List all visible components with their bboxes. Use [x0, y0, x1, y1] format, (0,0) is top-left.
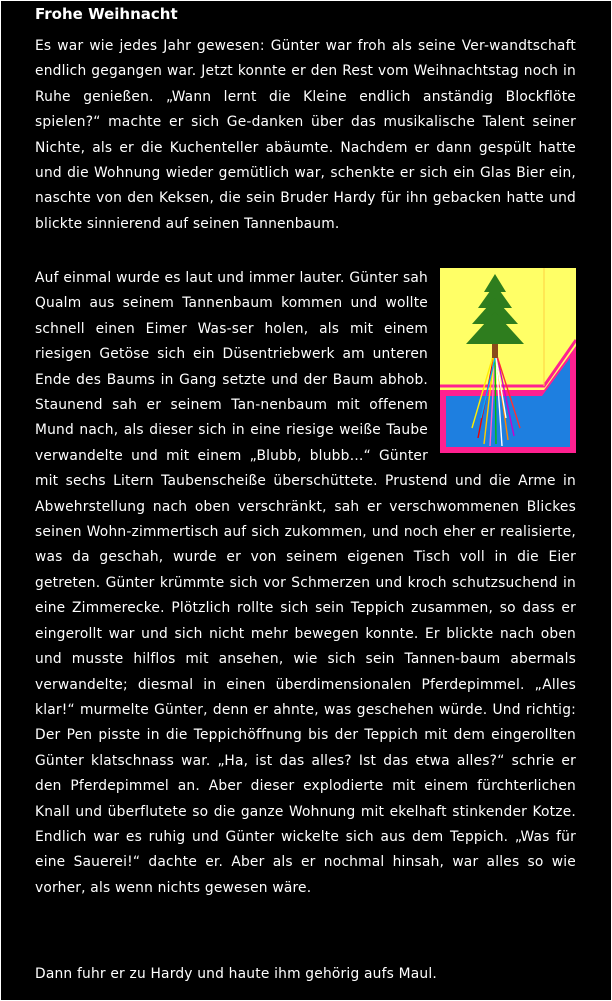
paragraph-2	[35, 266, 576, 901]
paragraph-3-text: Dann fuhr er zu Hardy und haute ihm gehörig aufs Maul.	[35, 966, 437, 982]
tree-trunk	[492, 342, 498, 358]
paragraph-1-text: Es war wie jedes Jahr gewesen: Günter war froh als seine Ver-wandtschaft endlich gegangen war. Jetzt konnte er den Rest vom Weihnachtstag noch in Ruhe genießen. „Wann lernt die Kleine endlich anständig Blockflöte spielen?“ machte er sich Ge-danken über das musikalische Talent seiner Nichte, als er die Kuchenteller abäumte. Nachdem er dann gespült hatte und die Wohnung wieder gemütlich war, schenkte er sich ein Glas Bier ein, naschte von den Keksen, die sein Bruder Hardy für ihn gebacken hatte und blickte sinnierend auf seinen Tannenbaum.	[35, 38, 576, 232]
paragraph-2-text: Auf einmal wurde es laut und immer lauter. Günter sah Qualm aus seinem Tannenbaum kommen und wollte schnell einen Eimer Was-ser holen, als mit einem riesigen Getöse sich ein Düsentriebwerk am unteren Ende des Baums in Gang setzte und der Baum abhob. Staunend sah er seinem Tan-nenbaum mit offenem Mund nach, als dieser sich in eine riesige weiße Taube verwandelte und mit einem „Blubb, blubb…“ Günter mit sechs Litern Taubenscheiße überschüttete. Prustend und die Arme in Abwehrstellung nach oben verschränkt, sah er verschwommenen Blickes seinen Wohn-zimmertisch auf sich zukommen, und noch eher er realisierte, was da geschah, wurde er von seinem eigenen Tisch voll in die Eier getreten. Günter krümmte sich vor Schmerzen und kroch schutzsuchend in eine Zimmerecke. Plötzlich rollte sich sein Teppich zusammen, so dass er eingerollt war und sich nicht mehr bewegen konnte. Er blickte nach oben und musste hilflos mit ansehen, wie sich sein Tannen-baum abermals verwandelte; diesmal in einen überdimensionalen Pferdepimmel. „Alles klar!“ murmelte Günter, denn er ahnte, was geschehen würde. Und richtig: Der Pen pisste in die Teppichöffnung bis der Teppich mit dem eingerollten Günter klatschnass war. „Ha, ist das alles? Ist das etwa alles?“ schrie er den Pferdepimmel an. Aber dieser explodierte mit einem fürchterlichen Knall und überflutete so die ganze Wohnung mit ekelhaft stinkender Kotze. Endlich war es ruhig und Günter wickelte sich aus dem Teppich. „Was für eine Sauerei!“ dachte er. Aber als er nochmal hinsah, war alles so wie vorher, als wenn nichts gewesen wäre.	[35, 270, 576, 896]
paragraph-1	[35, 34, 576, 237]
story-title: Frohe Weihnacht	[35, 5, 178, 23]
paragraph-3	[35, 962, 576, 987]
christmas-tree-rocket-illustration	[440, 268, 576, 453]
